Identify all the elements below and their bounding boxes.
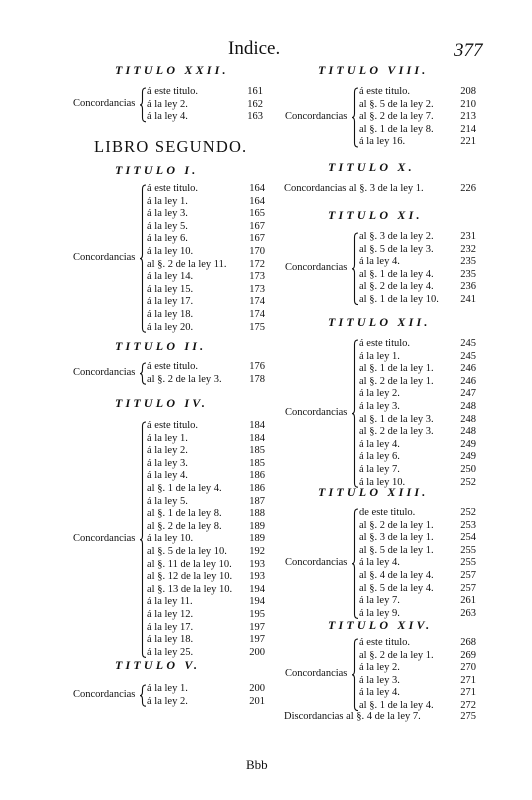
- entry-page-number: 184: [249, 420, 265, 431]
- entry-text: al §. 1 de la ley 8.: [359, 123, 434, 135]
- entry-page-number: 201: [249, 695, 265, 707]
- entry-text: á la ley 11.: [147, 596, 193, 608]
- entry-text: á la ley 3.: [147, 457, 188, 469]
- entry-page-number: 197: [249, 621, 265, 633]
- entry-page-number: 231: [460, 231, 476, 242]
- entry-page-number: 167: [249, 220, 265, 232]
- entry-text: á la ley 2.: [147, 695, 188, 707]
- entry-text: á la ley 4.: [147, 470, 188, 482]
- entry-page-number: 249: [460, 451, 476, 463]
- concordancias-label: Concordancias: [285, 556, 348, 568]
- concordancias-group-titulo-xxii: [73, 86, 267, 124]
- entry-page-number: 254: [460, 532, 476, 544]
- entry-page-number: 189: [249, 520, 265, 532]
- entry-page-number: 268: [460, 637, 476, 648]
- entry-text: á la ley 3.: [359, 400, 400, 412]
- page-title: Indice.: [228, 38, 281, 59]
- entry-page-number: 161: [247, 86, 263, 97]
- entry-text: al §. 2 de la ley 3.: [359, 426, 434, 438]
- single-entry-text: Concordancias al §. 3 de la ley 1.: [284, 183, 424, 194]
- entry-page-number: 261: [460, 595, 476, 607]
- entry-page-number: 189: [249, 533, 265, 545]
- entry-page-number: 246: [460, 375, 476, 387]
- single-entry-discordancias: [284, 711, 476, 722]
- entry-page-number: 221: [460, 136, 476, 148]
- entry-page-number: 210: [460, 98, 476, 110]
- entry-page-number: 187: [249, 495, 265, 507]
- entry-text: á la ley 7.: [359, 463, 400, 475]
- entry-page-number: 236: [460, 281, 476, 293]
- entry-page-number: 248: [460, 426, 476, 438]
- entry-text: á la ley 1.: [359, 350, 400, 362]
- heading-titulo-v: TITULO V.: [115, 658, 201, 672]
- entry-page-number: 213: [460, 111, 476, 123]
- single-entry-titulo-x: [284, 183, 476, 194]
- concordancias-group-titulo-viii: [285, 86, 480, 149]
- entry-page-number: 188: [249, 508, 265, 520]
- entry-text: al §. 2 de la ley 3.: [147, 373, 222, 385]
- entry-page-number: 253: [460, 519, 476, 531]
- entry-text: á este titulo.: [147, 420, 199, 431]
- entry-page-number: 162: [247, 98, 263, 110]
- entry-page-number: 208: [460, 86, 476, 97]
- entry-page-number: 165: [249, 208, 265, 220]
- entry-text: á la ley 2.: [359, 662, 400, 674]
- entry-page-number: 185: [249, 457, 265, 469]
- entry-page-number: 255: [460, 557, 476, 569]
- entry-text: á la ley 17.: [147, 621, 194, 633]
- concordancias-label: Concordancias: [285, 406, 348, 418]
- heading-libro-segundo: LIBRO SEGUNDO.: [94, 137, 248, 156]
- entry-text: al §. 3 de la ley 2.: [359, 231, 434, 242]
- entry-text: á este titulo.: [147, 361, 199, 372]
- concordancias-group-titulo-v: [73, 683, 269, 708]
- concordancias-label: Concordancias: [285, 261, 348, 273]
- entry-page-number: 255: [460, 544, 476, 556]
- heading-titulo-ii: TITULO II.: [115, 339, 207, 353]
- entry-page-number: 194: [249, 583, 265, 595]
- entry-text: al §. 2 de la ley 1.: [359, 375, 434, 387]
- entry-page-number: 186: [249, 482, 265, 494]
- entry-text: al §. 2 de la ley 1.: [359, 649, 434, 661]
- heading-titulo-xii: TITULO XII.: [328, 315, 431, 329]
- entry-text: á este titulo.: [147, 86, 199, 97]
- entry-text: al §. 5 de la ley 3.: [359, 243, 434, 255]
- entry-text: al §. 4 de la ley 4.: [359, 569, 434, 581]
- entry-page-number: 245: [460, 338, 476, 349]
- concordancias-group-titulo-xiii: [285, 507, 480, 620]
- heading-titulo-iv: TITULO IV.: [115, 396, 209, 410]
- concordancias-label: Concordancias: [73, 366, 136, 378]
- entry-page-number: 194: [249, 596, 265, 608]
- heading-titulo-i: TITULO I.: [115, 163, 199, 177]
- entry-page-number: 257: [460, 582, 476, 594]
- entry-text: al §. 2 de la ley 1.: [359, 519, 434, 531]
- entry-page-number: 174: [249, 308, 265, 320]
- entry-text: á la ley 1.: [147, 195, 188, 207]
- concordancias-group-titulo-iv: [73, 420, 269, 659]
- entry-text: á la ley 9.: [359, 607, 400, 619]
- concordancias-label: Concordancias: [73, 532, 136, 544]
- entry-text: á la ley 4.: [359, 557, 400, 569]
- entry-text: al §. 1 de la ley 1.: [359, 363, 434, 375]
- heading-titulo-xiii: TITULO XIII.: [318, 485, 429, 499]
- entry-page-number: 269: [460, 649, 476, 661]
- entry-text: á la ley 4.: [359, 438, 400, 450]
- entry-page-number: 195: [249, 608, 265, 620]
- entry-text: á la ley 4.: [359, 256, 400, 268]
- concordancias-group-titulo-xi: [285, 231, 480, 307]
- entry-page-number: 250: [460, 463, 476, 475]
- entry-text: á la ley 10.: [147, 245, 194, 257]
- concordancias-group-titulo-xii: [285, 338, 480, 489]
- entry-text: á la ley 6.: [359, 451, 400, 463]
- entry-page-number: 270: [460, 662, 476, 674]
- entry-page-number: 252: [460, 476, 476, 488]
- entry-page-number: 235: [460, 256, 476, 268]
- entry-page-number: 192: [249, 545, 265, 557]
- heading-titulo-xiv: TITULO XIV.: [328, 618, 433, 632]
- entry-text: al §. 1 de la ley 3.: [359, 413, 434, 425]
- entry-text: á la ley 16.: [359, 136, 406, 148]
- entry-text: al §. 1 de la ley 10.: [359, 293, 439, 305]
- heading-titulo-xi: TITULO XI.: [328, 208, 423, 222]
- entry-text: á la ley 2.: [147, 98, 188, 110]
- signature-mark: Bbb: [246, 757, 268, 772]
- entry-text: á la ley 25.: [147, 646, 194, 658]
- entry-text: á la ley 5.: [147, 495, 188, 507]
- entry-text: al §. 1 de la ley 4.: [359, 699, 434, 711]
- heading-titulo-xxii: TITULO XXII.: [115, 63, 229, 77]
- entry-text: á la ley 18.: [147, 634, 194, 646]
- entry-page-number: 185: [249, 445, 265, 457]
- concordancias-label: Concordancias: [73, 97, 136, 109]
- entry-page-number: 193: [249, 571, 265, 583]
- concordancias-group-titulo-xiv: [285, 637, 480, 713]
- entry-text: á la ley 4.: [359, 687, 400, 699]
- entry-text: á la ley 6.: [147, 233, 188, 245]
- entry-page-number: 246: [460, 363, 476, 375]
- entry-text: á la ley 2.: [359, 388, 400, 400]
- entry-text: á la ley 20.: [147, 321, 194, 333]
- entry-page-number: 232: [460, 243, 476, 255]
- entry-page-number: 193: [249, 558, 265, 570]
- entry-page-number: 197: [249, 634, 265, 646]
- entry-page-number: 184: [249, 432, 265, 444]
- heading-titulo-viii: TITULO VIII.: [318, 63, 429, 77]
- entry-text: á la ley 14.: [147, 271, 194, 283]
- page-number: 377: [454, 40, 483, 61]
- single-entry-text: Discordancias al §. 4 de la ley 7.: [284, 711, 421, 722]
- entry-text: á la ley 4.: [147, 111, 188, 123]
- entry-text: al §. 2 de la ley 7.: [359, 111, 434, 123]
- entry-text: al §. 2 de la ley 8.: [147, 520, 222, 532]
- entry-text: á la ley 3.: [359, 674, 400, 686]
- heading-titulo-x: TITULO X.: [328, 160, 415, 174]
- entry-text: á este titulo.: [359, 637, 411, 648]
- entry-text: al §. 12 de la ley 10.: [147, 571, 233, 583]
- entry-page-number: 178: [249, 373, 265, 385]
- entry-text: á la ley 7.: [359, 595, 400, 607]
- entry-text: al §. 13 de la ley 10.: [147, 583, 233, 595]
- concordancias-group-titulo-i: [73, 183, 269, 334]
- entry-page-number: 200: [249, 683, 265, 694]
- entry-page-number: 252: [460, 507, 476, 518]
- entry-text: á este titulo.: [359, 338, 411, 349]
- entry-page-number: 163: [247, 111, 263, 123]
- concordancias-label: Concordancias: [285, 110, 348, 122]
- entry-page-number: 186: [249, 470, 265, 482]
- entry-text: al §. 11 de la ley 10.: [147, 558, 232, 570]
- entry-page-number: 170: [249, 245, 265, 257]
- entry-text: á la ley 15.: [147, 283, 194, 295]
- entry-page-number: 235: [460, 268, 476, 280]
- entry-page-number: 176: [249, 361, 265, 372]
- entry-page-number: 247: [460, 388, 476, 400]
- entry-text: á la ley 3.: [147, 208, 188, 220]
- entry-page-number: 249: [460, 438, 476, 450]
- entry-text: á la ley 18.: [147, 308, 194, 320]
- entry-page-number: 245: [460, 350, 476, 362]
- entry-text: al §. 1 de la ley 4.: [147, 482, 222, 494]
- entry-text: á la ley 10.: [147, 533, 194, 545]
- entry-text: á este titulo.: [359, 86, 411, 97]
- entry-page-number: 272: [460, 699, 476, 711]
- entry-page-number: 175: [249, 321, 265, 333]
- entry-text: al §. 5 de la ley 2.: [359, 98, 434, 110]
- entry-page-number: 271: [460, 674, 476, 686]
- entry-text: al §. 2 de la ley 4.: [359, 281, 434, 293]
- entry-text: á la ley 2.: [147, 445, 188, 457]
- entry-text: á este titulo.: [147, 183, 199, 194]
- entry-text: á la ley 5.: [147, 220, 188, 232]
- entry-page-number: 173: [249, 283, 265, 295]
- entry-page-number: 173: [249, 271, 265, 283]
- entry-page-number: 164: [249, 183, 265, 194]
- entry-text: á la ley 12.: [147, 608, 194, 620]
- single-entry-page: 226: [460, 183, 476, 194]
- entry-text: al §. 5 de la ley 1.: [359, 544, 434, 556]
- entry-text: á la ley 10.: [359, 476, 406, 488]
- concordancias-label: Concordancias: [285, 667, 348, 679]
- entry-text: al §. 5 de la ley 10.: [147, 545, 227, 557]
- entry-page-number: 271: [460, 687, 476, 699]
- single-entry-page: 275: [460, 711, 476, 722]
- entry-text: á la ley 1.: [147, 683, 188, 694]
- entry-page-number: 257: [460, 569, 476, 581]
- entry-text: al §. 5 de la ley 4.: [359, 582, 434, 594]
- entry-text: de este titulo.: [359, 507, 416, 518]
- entry-page-number: 263: [460, 607, 476, 619]
- entry-text: al §. 2 de la ley 11.: [147, 258, 227, 270]
- entry-page-number: 214: [460, 123, 476, 135]
- concordancias-label: Concordancias: [73, 251, 136, 263]
- entry-text: á la ley 17.: [147, 296, 194, 308]
- entry-page-number: 172: [249, 258, 265, 270]
- entry-page-number: 174: [249, 296, 265, 308]
- entry-page-number: 167: [249, 233, 265, 245]
- entry-page-number: 164: [249, 195, 265, 207]
- entry-text: al §. 3 de la ley 1.: [359, 532, 434, 544]
- concordancias-label: Concordancias: [73, 688, 136, 700]
- entry-page-number: 200: [249, 646, 265, 658]
- entry-page-number: 248: [460, 413, 476, 425]
- entry-text: á la ley 1.: [147, 432, 188, 444]
- concordancias-group-titulo-ii: [73, 361, 269, 386]
- entry-text: al §. 1 de la ley 4.: [359, 268, 434, 280]
- entry-text: al §. 1 de la ley 8.: [147, 508, 222, 520]
- entry-page-number: 248: [460, 400, 476, 412]
- entry-page-number: 241: [460, 293, 476, 305]
